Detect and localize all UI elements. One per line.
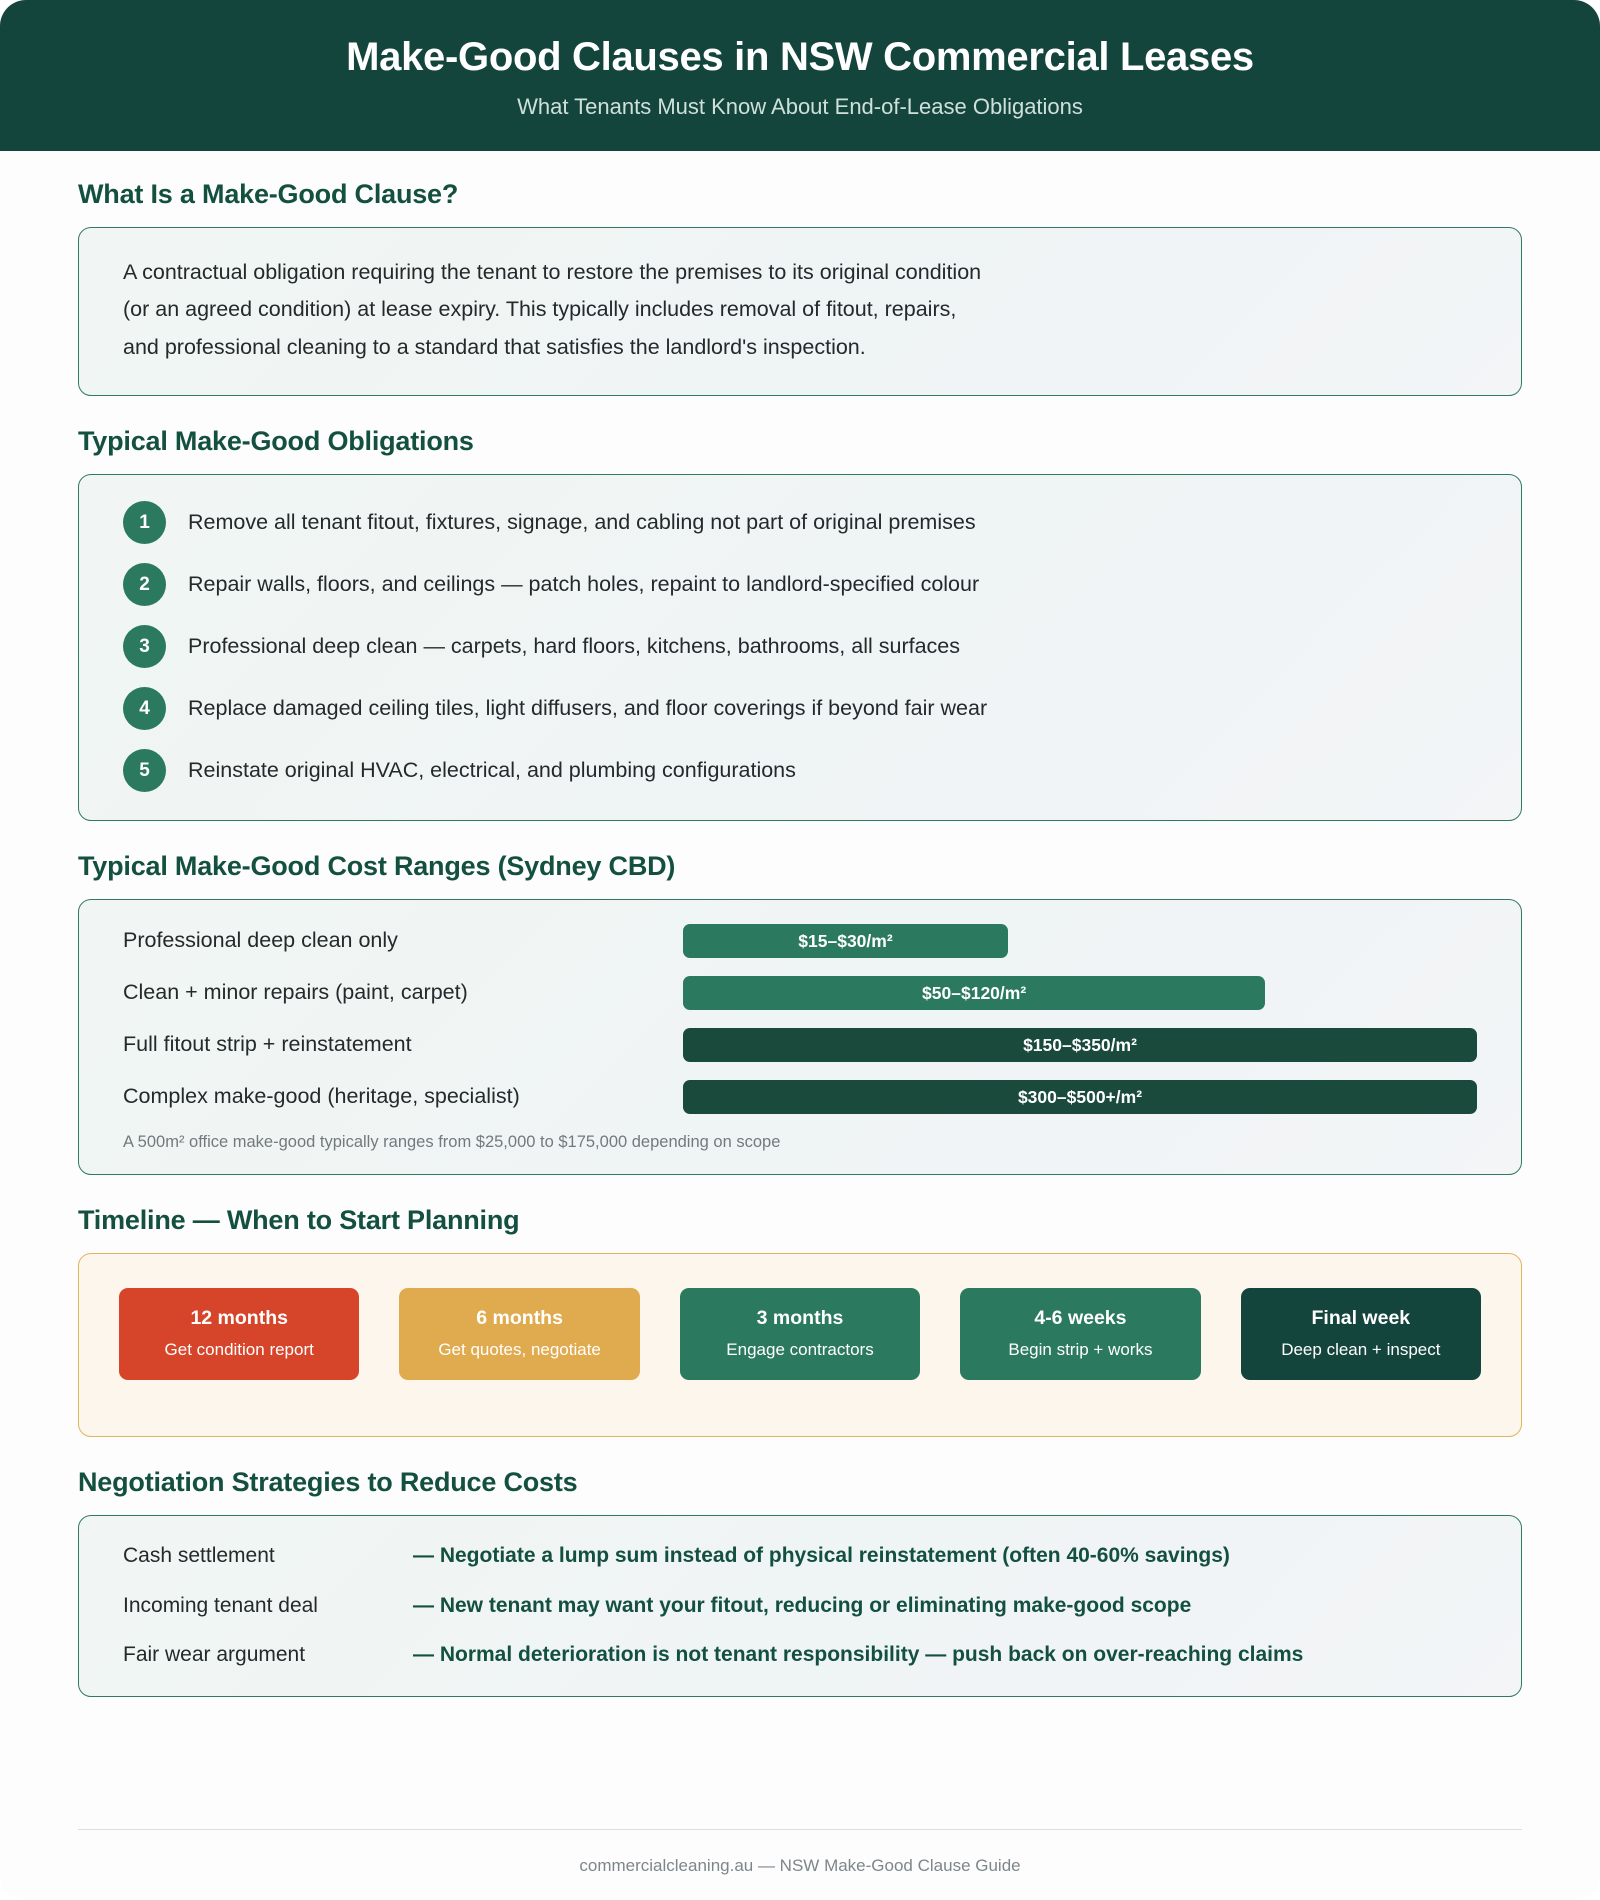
timeline-item-desc: Deep clean + inspect xyxy=(1281,1339,1441,1359)
timeline-item-desc: Engage contractors xyxy=(726,1339,874,1359)
timeline-item-label: 12 months xyxy=(190,1306,288,1329)
timeline-item-desc: Begin strip + works xyxy=(1008,1339,1153,1359)
obligation-number-badge: 3 xyxy=(123,625,166,668)
negotiation-section xyxy=(78,1467,1522,1697)
obligations-section-title: Typical Make-Good Obligations xyxy=(78,426,474,457)
timeline-item-label: 4-6 weeks xyxy=(1034,1306,1127,1329)
timeline-item xyxy=(119,1288,359,1381)
obligation-text: Reinstate original HVAC, electrical, and plumbing configurations xyxy=(188,758,796,783)
footer-text: commercialcleaning.au — NSW Make-Good Clause Guide xyxy=(579,1856,1021,1875)
negotiation-term: Cash settlement xyxy=(123,1544,275,1568)
timeline-item-label: 6 months xyxy=(476,1306,563,1329)
timeline-item-desc: Get quotes, negotiate xyxy=(438,1339,601,1359)
list-item xyxy=(123,687,1477,730)
list-item xyxy=(123,501,1477,544)
definition-section xyxy=(78,179,1522,396)
negotiation-term: Fair wear argument xyxy=(123,1642,306,1666)
obligation-text: Professional deep clean — carpets, hard floors, kitchens, bathrooms, all surfaces xyxy=(188,634,960,659)
list-item xyxy=(123,625,1477,668)
timeline-item xyxy=(1241,1288,1481,1381)
negotiation-section-title: Negotiation Strategies to Reduce Costs xyxy=(78,1467,578,1498)
timeline-item xyxy=(680,1288,920,1381)
cost-row xyxy=(123,1080,1477,1114)
cost-label: Complex make-good (heritage, specialist) xyxy=(123,1084,520,1109)
cost-label: Professional deep clean only xyxy=(123,928,398,953)
definition-line: and professional cleaning to a standard that satisfies the landlord's inspection. xyxy=(123,335,866,360)
negotiation-detail: — New tenant may want your fitout, reducing or eliminating make-good scope xyxy=(413,1593,1192,1617)
cost-bar: $150–$350/m² xyxy=(683,1028,1477,1062)
cost-bar: $15–$30/m² xyxy=(683,924,1008,958)
list-item xyxy=(123,749,1477,792)
timeline-item-label: 3 months xyxy=(756,1306,844,1329)
negotiation-detail: — Normal deterioration is not tenant responsibility — push back on over-reaching claims xyxy=(413,1642,1304,1666)
obligation-number-badge: 2 xyxy=(123,563,166,606)
obligation-number-badge: 4 xyxy=(123,687,166,730)
timeline-item-label: Final week xyxy=(1311,1306,1411,1329)
timeline-card xyxy=(78,1253,1522,1438)
cost-label: Full fitout strip + reinstatement xyxy=(123,1032,412,1057)
cost-ranges-section xyxy=(78,851,1522,1174)
timeline-section xyxy=(78,1205,1522,1438)
definition-section-title: What Is a Make-Good Clause? xyxy=(78,178,459,209)
obligation-text: Repair walls, floors, and ceilings — patch holes, repaint to landlord-specified colour xyxy=(188,572,980,597)
negotiation-card xyxy=(78,1515,1522,1697)
cost-bar: $300–$500+/m² xyxy=(683,1080,1477,1114)
cost-bar: $50–$120/m² xyxy=(683,976,1265,1010)
cost-label: Clean + minor repairs (paint, carpet) xyxy=(123,980,468,1005)
timeline-item xyxy=(399,1288,639,1381)
cost-row xyxy=(123,976,1477,1010)
page-footer xyxy=(78,1829,1522,1900)
negotiation-row xyxy=(123,1592,1477,1619)
timeline-item xyxy=(960,1288,1200,1381)
obligation-text: Remove all tenant fitout, fixtures, signage, and cabling not part of original premises xyxy=(188,510,976,535)
page-title: Make-Good Clauses in NSW Commercial Leases xyxy=(346,35,1254,79)
list-item xyxy=(123,563,1477,606)
cost-row xyxy=(123,924,1477,958)
page-header xyxy=(0,0,1600,151)
definition-line: A contractual obligation requiring the tenant to restore the premises to its original condition xyxy=(123,259,982,284)
cost-ranges-card xyxy=(78,899,1522,1174)
negotiation-row xyxy=(123,1542,1477,1569)
obligation-number-badge: 5 xyxy=(123,749,166,792)
timeline-row xyxy=(119,1288,1481,1381)
obligations-section xyxy=(78,426,1522,821)
page-content xyxy=(0,151,1600,1817)
negotiation-detail: — Negotiate a lump sum instead of physical reinstatement (often 40-60% savings) xyxy=(413,1544,1230,1568)
timeline-section-title: Timeline — When to Start Planning xyxy=(78,1204,520,1235)
cost-ranges-section-title: Typical Make-Good Cost Ranges (Sydney CBD) xyxy=(78,851,676,882)
negotiation-row xyxy=(123,1641,1477,1668)
page-subtitle: What Tenants Must Know About End-of-Lease Obligations xyxy=(517,94,1083,120)
definition-line: (or an agreed condition) at lease expiry. This typically includes removal of fitout, repairs, xyxy=(123,297,957,322)
obligation-number-badge: 1 xyxy=(123,501,166,544)
cost-row xyxy=(123,1028,1477,1062)
negotiation-term: Incoming tenant deal xyxy=(123,1593,318,1617)
obligation-text: Replace damaged ceiling tiles, light diffusers, and floor coverings if beyond fair wear xyxy=(188,696,988,721)
cost-footnote: A 500m² office make-good typically ranges from $25,000 to $175,000 depending on scope xyxy=(123,1133,781,1152)
definition-card xyxy=(78,227,1522,396)
obligations-card xyxy=(78,474,1522,821)
timeline-item-desc: Get condition report xyxy=(164,1339,314,1359)
